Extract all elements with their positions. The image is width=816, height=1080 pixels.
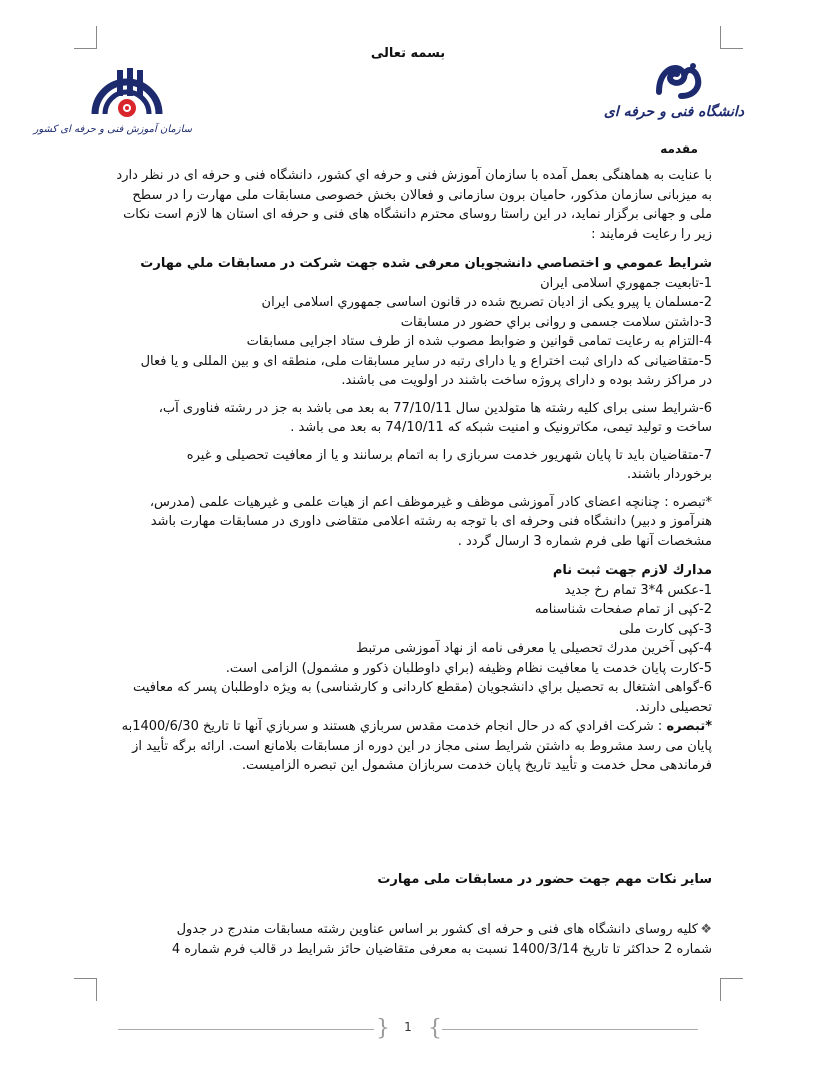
condition-item: 2-مسلمان یا پیرو یکی از ادیان تصریح شده در قانون اساسی جمهوري اسلامی ایران xyxy=(261,295,712,310)
other-notes-bullet xyxy=(104,920,712,960)
document-item: 3-کپی کارت ملی xyxy=(619,621,712,637)
documents-note xyxy=(104,717,712,737)
document-item: 5-کارت پایان خدمت یا معافیت نظام وظیفه (براي داوطلبان ذکور و مشمول) الزامی است. xyxy=(225,660,712,676)
tvto-emblem-icon xyxy=(87,64,167,122)
intro-line: با عنایت به هماهنگی بعمل آمده با سازمان آموزش فنی و حرفه اي کشور، دانشگاه فنی و حرفه ای در نظر دارد xyxy=(116,168,712,183)
document-item: 6-گواهی اشتغال به تحصیل براي دانشجویان (مقطع کاردانی و کارشناسی) به ویژه داوطلبان پسر که معافیت xyxy=(133,680,712,695)
university-emblem-icon xyxy=(651,60,707,102)
documents-note-label: *تبصره xyxy=(666,719,712,734)
condition-item: 3-داشتن سلامت جسمی و روانی براي حضور در مسابقات xyxy=(400,314,712,330)
condition-item-age: ساخت و تولید تیمی، مکاترونیک و امنیت شبکه که 74/10/11 به بعد می باشد . xyxy=(290,420,712,435)
condition-item: 1-تابعیت جمهوري اسلامی ایران xyxy=(540,275,712,291)
conditions-note: مشخصات آنها طی فرم شماره 3 ارسال گردد . xyxy=(457,533,712,549)
university-logo-text: دانشگاه فنی و حرفه ای xyxy=(603,104,744,120)
general-conditions-title: شرایط عمومي و اختصاصي دانشجویان معرفی شده جهت شرکت در مسابقات ملي مهارت xyxy=(140,256,712,271)
footer-brace-open: { xyxy=(376,1016,390,1041)
condition-item: 4-التزام به رعایت تمامی قوانین و ضوابط مصوب شده از طرف ستاد اجرایی مسابقات xyxy=(246,334,712,349)
documents-note: پایان می رسد مشروط به داشتن شرایط سنی مجاز در این دوره از مسابقات بلامانع است. ارائه برگه تأیید از xyxy=(132,738,712,754)
condition-item-age: 6-شرایط سنی برای کلیه رشته ها متولدین سال 77/10/11 به بعد می باشد به جز در رشته فناوری آب، xyxy=(158,400,712,416)
conditions-note: *تبصره : چنانچه اعضای کادر آموزشی موظف و غیرموظف اعم از هیات علمی و غیرهیات علمی (مدرس، xyxy=(149,494,712,510)
footer-brace-close: } xyxy=(428,1016,442,1041)
page-number: 1 xyxy=(404,1020,412,1034)
conditions-note: هنرآموز و دبیر) دانشگاه فنی وحرفه ای با توجه به رشته اعلامی متقاضی داوری در مسابقات مهارت باشد xyxy=(150,514,712,529)
crop-mark-bottom-left xyxy=(74,978,97,1001)
page-footer xyxy=(118,1014,698,1044)
document-body xyxy=(104,166,712,776)
intro-line: زیر را رعایت فرمایند : xyxy=(591,226,712,242)
condition-item-military: برخوردار باشند. xyxy=(627,467,712,482)
crop-mark-bottom-right xyxy=(720,978,743,1001)
bismillah-heading: بسمه تعالی xyxy=(370,46,446,61)
condition-item: 5-متقاضیانی که دارای ثبت اختراع و یا دارای رتبه در سایر مسابقات ملی، منطقه ای و بین المللی و یا فعال xyxy=(140,353,712,369)
tvto-logo xyxy=(33,64,192,148)
document-item: 4-کپی آخرین مدرك تحصیلی یا معرفی نامه از نهاد آموزشی مرتبط xyxy=(356,641,712,656)
document-item: 1-عکس 4*3 تمام رخ جدید xyxy=(564,582,712,598)
intro-line: به میزبانی سازمان مذکور، حامیان برون سازمانی و فعالان بخش خصوصی مسابقات ملی مهارت را در سطح xyxy=(132,187,712,203)
bullet-diamond-icon: ❖ xyxy=(700,922,712,937)
intro-line: ملی و جهانی برگزار نماید، در این راستا روسای محترم دانشگاه های فنی و حرفه ای استان ها لازم است نکات xyxy=(123,207,712,222)
footer-rule-right xyxy=(442,1029,698,1030)
documents-note: فرماندهی محل خدمت و تأیید تاریخ پایان خدمت سربازان مشمول این تبصره الزامیست. xyxy=(241,758,712,773)
intro-heading: مقدمه xyxy=(660,142,698,156)
documents-note-text: : شرکت افرادي که در حال انجام خدمت مقدس سربازي هستند و سربازي آنها تا تاریخ 1400/6/30به xyxy=(121,719,667,734)
bullet-text: شماره 2 حداکثر تا تاریخ 1400/3/14 نسبت به معرفی متقاضیان حائز شرایط در قالب فرم شماره 4 xyxy=(171,942,712,957)
documents-title: مدارك لازم جهت ثبت نام xyxy=(552,563,712,578)
condition-item: در مراکز رشد بوده و دارای پروژه ساخت باشند در اولویت می باشند. xyxy=(341,373,712,388)
tvto-logo-text: سازمان آموزش فنی و حرفه ای کشور xyxy=(33,124,192,135)
condition-item-military: 7-متقاضیان باید تا پایان شهریور خدمت سربازی را به اتمام برسانند و یا از معافیت تحصیلی و غیره xyxy=(186,447,712,463)
document-item: 2-کپی از تمام صفحات شناسنامه xyxy=(534,602,712,617)
other-notes-title: سایر نکات مهم جهت حضور در مسابقات ملی مهارت xyxy=(377,872,712,887)
university-logo xyxy=(603,60,744,138)
document-item: تحصیلی دارند. xyxy=(635,699,712,715)
footer-rule-left xyxy=(118,1029,374,1030)
bullet-text: کلیه روسای دانشگاه های فنی و حرفه ای کشور بر اساس عناوین رشته مسابقات مندرج در جدول xyxy=(176,922,698,937)
